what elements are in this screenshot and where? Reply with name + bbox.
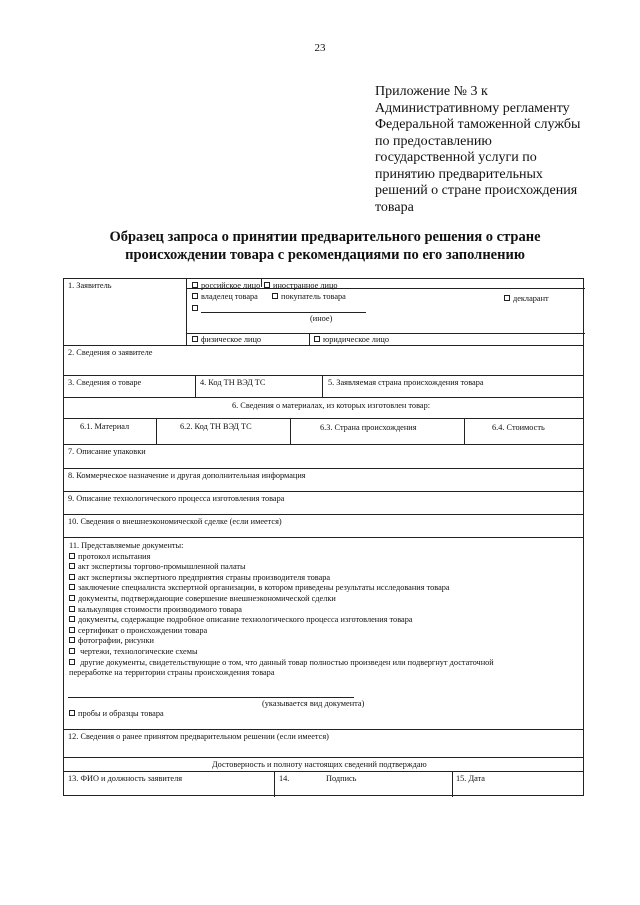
process-label: 9. Описание технологического процесса изготовления товара	[68, 494, 285, 503]
confirmation-text: Достоверность и полноту настоящих сведений подтверждаю	[212, 760, 427, 769]
option-label: российское лицо	[201, 281, 261, 290]
document-option[interactable]	[69, 573, 494, 584]
checkbox-icon	[192, 336, 198, 342]
material-column: 6.1. Материал	[80, 422, 130, 431]
goods-info-label: 3. Сведения о товаре	[68, 378, 142, 387]
specify-note: (указывается вид документа)	[262, 699, 365, 708]
checkbox-icon	[69, 627, 75, 633]
checkbox-icon	[192, 293, 198, 299]
option-label: акт экспертизы экспертного предприятия страны производителя товара	[78, 572, 331, 582]
document-option[interactable]	[69, 552, 494, 563]
document-option[interactable]	[69, 636, 494, 647]
checkbox-icon	[69, 584, 75, 590]
checkbox-icon	[69, 648, 75, 654]
other-note: (иное)	[310, 314, 333, 323]
divider	[186, 333, 585, 334]
document-option[interactable]	[69, 647, 494, 658]
field-14-number: 14.	[279, 774, 290, 783]
option-label: пробы и образцы товара	[78, 709, 164, 718]
row-divider	[64, 771, 583, 772]
applicant-info-label: 2. Сведения о заявителе	[68, 348, 153, 357]
checkbox-icon	[314, 336, 320, 342]
appendix-line: Административному регламенту	[375, 100, 570, 116]
document-option[interactable]	[69, 658, 494, 669]
checkbox-icon	[69, 563, 75, 569]
row-divider	[64, 397, 583, 398]
divider	[464, 418, 465, 444]
document-type-input-line[interactable]	[68, 697, 354, 698]
divider	[309, 333, 310, 345]
appendix-line: принятию предварительных	[375, 166, 543, 182]
deal-label: 10. Сведения о внешнеэкономической сделке (если имеется)	[68, 517, 282, 526]
document-option[interactable]	[69, 615, 494, 626]
form-title-line: происхождении товара с рекомендациями по его заполнению	[125, 247, 525, 263]
declared-country-label: 5. Заявляемая страна происхождения товара	[328, 378, 484, 387]
individual-option[interactable]	[192, 335, 261, 345]
samples-option[interactable]	[69, 709, 164, 719]
option-label: фотографии, рисунки	[78, 636, 154, 646]
divider	[322, 375, 323, 397]
checkbox-icon	[69, 595, 75, 601]
option-label: другие документы, свидетельствующие о том, что данный товар полностью произведен или подвергнут достаточной	[78, 657, 494, 667]
appendix-header	[375, 84, 605, 216]
option-label: заключение специалиста экспертной организации, в котором приведены результаты исследования товара	[78, 583, 450, 593]
declarant-option[interactable]	[504, 294, 549, 304]
other-option[interactable]	[192, 304, 201, 314]
documents-continuation: переработке на территории страны происхождения товара	[69, 668, 275, 678]
option-label: документы, содержащие подробное описание технологического процесса изготовления товара	[78, 615, 413, 625]
option-label: сертификат о происхождении товара	[78, 625, 208, 635]
checkbox-icon	[192, 305, 198, 311]
divider	[186, 288, 585, 289]
applicant-label: 1. Заявитель	[68, 281, 112, 290]
row-divider	[64, 729, 583, 730]
row-divider	[64, 375, 583, 376]
row-divider	[64, 537, 583, 538]
checkbox-icon	[69, 574, 75, 580]
page-number: 23	[314, 42, 326, 54]
signature-label: Подпись	[326, 774, 357, 783]
checkbox-icon	[69, 710, 75, 716]
goods-owner-option[interactable]	[192, 292, 258, 302]
document-option[interactable]	[69, 594, 494, 605]
row-divider	[64, 468, 583, 469]
other-input-line[interactable]	[201, 312, 366, 313]
row-divider	[64, 757, 583, 758]
form-title-line: Образец запроса о принятии предварительного решения о стране	[109, 229, 541, 245]
appendix-line: Федеральной таможенной службы	[375, 117, 581, 132]
document-option[interactable]	[69, 605, 494, 616]
appendix-line: решений о стране происхождения	[375, 183, 578, 198]
row-divider	[64, 491, 583, 492]
option-label: владелец товара	[201, 292, 258, 301]
appendix-line: по предоставлению	[375, 133, 492, 149]
appendix-line: товара	[375, 199, 414, 215]
option-label: покупатель товара	[281, 292, 346, 301]
document-option[interactable]	[69, 583, 494, 594]
checkbox-icon	[69, 606, 75, 612]
row-divider	[64, 345, 583, 346]
checkbox-icon	[504, 295, 510, 301]
checkbox-icon	[69, 659, 75, 665]
option-label: иностранное лицо	[273, 281, 338, 290]
tnved-code-label: 4. Код ТН ВЭД ТС	[200, 378, 266, 387]
date-label: 15. Дата	[456, 774, 485, 783]
checkbox-icon	[69, 616, 75, 622]
commercial-label: 8. Коммерческое назначение и другая дополнительная информация	[68, 471, 306, 480]
divider	[290, 418, 291, 444]
option-label: документы, подтверждающие совершение внешнеэкономической сделки	[78, 593, 336, 603]
checkbox-icon	[69, 553, 75, 559]
request-form	[63, 278, 584, 796]
appendix-line: Приложение № 3 к	[375, 84, 488, 99]
row-divider	[64, 514, 583, 515]
foreign-person-option[interactable]	[264, 281, 338, 291]
option-label: физическое лицо	[201, 335, 262, 344]
packaging-label: 7. Описание упаковки	[68, 447, 146, 456]
document-option[interactable]	[69, 626, 494, 637]
document-option[interactable]	[69, 562, 494, 573]
form-title	[60, 228, 590, 264]
russian-person-option[interactable]	[192, 281, 260, 291]
checkbox-icon	[69, 637, 75, 643]
divider	[195, 375, 196, 397]
divider	[452, 771, 453, 797]
name-position-label: 13. ФИО и должность заявителя	[68, 774, 183, 783]
origin-country-column: 6.3. Страна происхождения	[320, 423, 417, 432]
documents-label: 11. Представляемые документы:	[69, 541, 184, 550]
documents-section	[69, 541, 494, 679]
legal-entity-option[interactable]	[314, 335, 389, 345]
materials-header: 6. Сведения о материалах, из которых изготовлен товар:	[232, 401, 431, 410]
divider	[261, 279, 262, 287]
previous-decision-label: 12. Сведения о ранее принятом предварительном решении (если имеется)	[68, 732, 329, 741]
option-label: протокол испытания	[78, 551, 151, 561]
row-divider	[64, 444, 583, 445]
tnved-column: 6.2. Код ТН ВЭД ТС	[180, 422, 252, 431]
option-label: декларант	[513, 294, 549, 303]
option-label: калькуляция стоимости производимого товара	[78, 604, 242, 614]
cost-column: 6.4. Стоимость	[492, 423, 545, 432]
option-label: чертежи, технологические схемы	[78, 646, 198, 656]
divider	[274, 771, 275, 797]
appendix-line: государственной услуги по	[375, 150, 537, 165]
option-label: юридическое лицо	[323, 335, 389, 344]
checkbox-icon	[272, 293, 278, 299]
row-divider	[64, 418, 583, 419]
option-label: акт экспертизы торгово-промышленной палаты	[78, 562, 246, 572]
goods-buyer-option[interactable]	[272, 292, 346, 302]
divider	[156, 418, 157, 444]
